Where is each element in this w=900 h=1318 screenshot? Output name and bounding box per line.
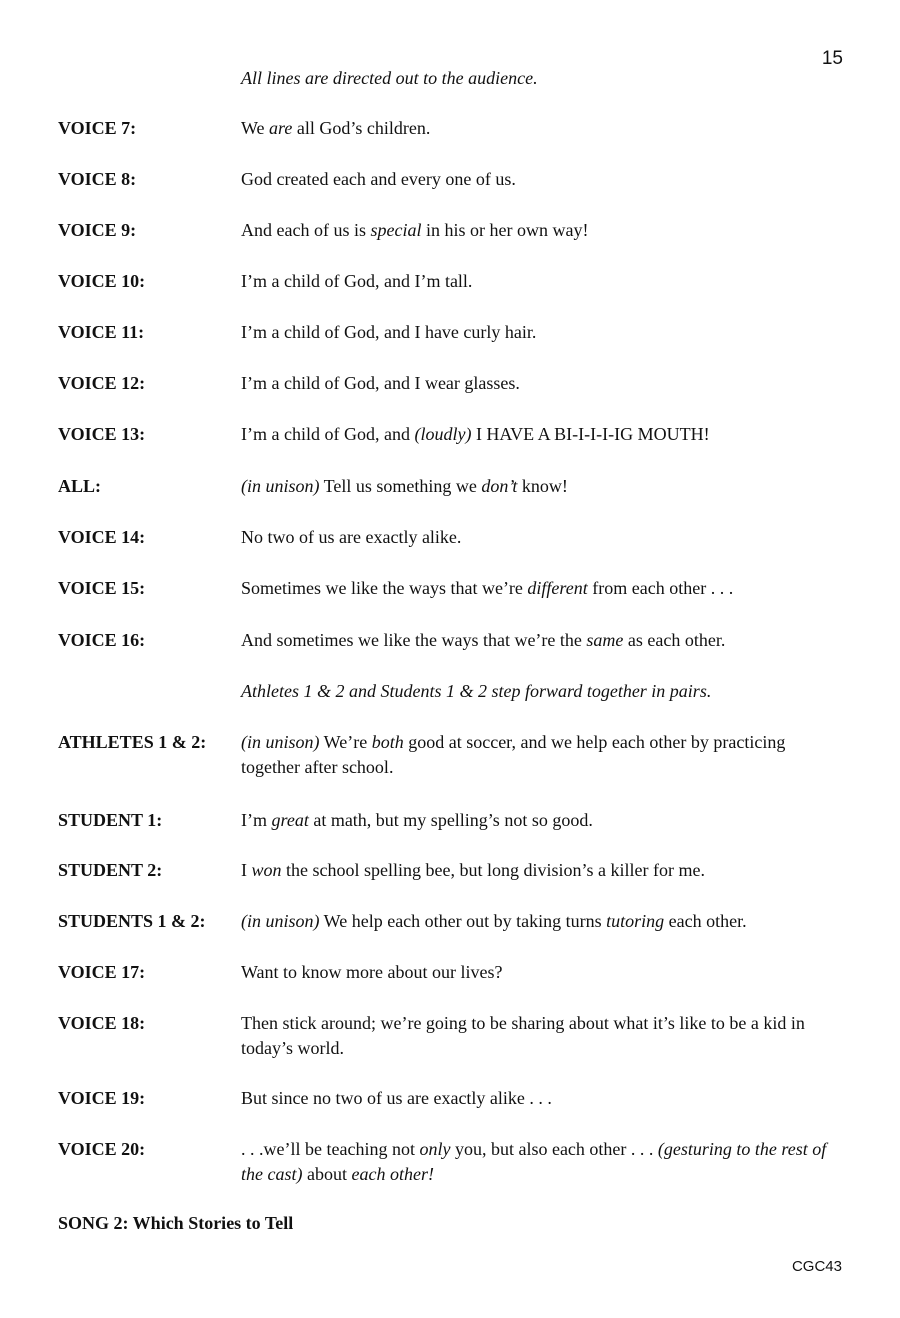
- text-run: as each other.: [623, 630, 726, 650]
- speaker-name: VOICE 12:: [58, 373, 146, 393]
- dialogue-line: [58, 730, 848, 780]
- dialogue-text: [241, 730, 848, 780]
- stage-direction: Athletes 1 & 2 and Students 1 & 2 step forward together in pairs.: [241, 681, 712, 701]
- text-run: We: [241, 118, 270, 138]
- text-run: about: [302, 1164, 352, 1184]
- dialogue-line: [58, 1011, 848, 1061]
- speaker-name: VOICE 20:: [58, 1139, 146, 1159]
- dialogue-text: [241, 628, 848, 653]
- dialogue-line: [58, 960, 848, 985]
- emphasis-text: tutoring: [606, 911, 665, 931]
- text-run: all God’s children.: [292, 118, 431, 138]
- dialogue-line: [58, 474, 848, 499]
- dialogue-line: [58, 422, 848, 447]
- dialogue-line: [58, 858, 848, 883]
- speaker-name: VOICE 17:: [58, 962, 146, 982]
- text-run: I’m a child of God, and I’m tall.: [241, 271, 473, 291]
- text-run: God created each and every one of us.: [241, 169, 516, 189]
- dialogue-line: [58, 525, 848, 550]
- text-run: We help each other out by taking turns: [319, 911, 607, 931]
- dialogue-text: [241, 269, 848, 294]
- dialogue-line: [58, 167, 848, 192]
- emphasis-text: different: [527, 578, 588, 598]
- text-run: the school spelling bee, but long division’s a killer for me.: [281, 860, 705, 880]
- text-run: Tell us something we: [319, 476, 482, 496]
- emphasis-text: (loudly): [414, 424, 472, 444]
- dialogue-line: [58, 909, 848, 934]
- text-run: And sometimes we like the ways that we’re the: [241, 630, 587, 650]
- speaker-name: VOICE 15:: [58, 578, 146, 598]
- emphasis-text: are: [269, 118, 293, 138]
- speaker-name: VOICE 19:: [58, 1088, 146, 1108]
- text-run: I’m a child of God, and I wear glasses.: [241, 373, 520, 393]
- text-run: in his or her own way!: [421, 220, 589, 240]
- dialogue-line: [58, 1086, 848, 1111]
- dialogue-text: [241, 858, 848, 883]
- emphasis-text: (gesturing to the rest of the cast): [241, 1139, 827, 1184]
- stage-direction: All lines are directed out to the audience.: [241, 68, 538, 88]
- text-run: each other.: [664, 911, 747, 931]
- dialogue-line: [58, 1137, 848, 1187]
- dialogue-line: [58, 218, 848, 243]
- dialogue-line: [58, 808, 848, 833]
- text-run: We’re: [319, 732, 372, 752]
- text-run: know!: [517, 476, 568, 496]
- dialogue-text: [241, 1137, 848, 1187]
- page-number: 15: [821, 48, 843, 69]
- dialogue-line: [58, 320, 848, 345]
- emphasis-text: (in unison): [241, 911, 320, 931]
- speaker-name: VOICE 9:: [58, 220, 137, 240]
- dialogue-text: [241, 1011, 848, 1061]
- dialogue-text: [241, 474, 848, 499]
- dialogue-text: [241, 960, 848, 985]
- text-run: I HAVE A BI-I-I-I-IG MOUTH!: [471, 424, 710, 444]
- emphasis-text: only: [419, 1139, 451, 1159]
- text-run: . . .we’ll be teaching not: [241, 1139, 420, 1159]
- emphasis-text: won: [251, 860, 282, 880]
- footer-code: CGC43: [791, 1258, 842, 1275]
- text-run: good at soccer, and we help each other by practicing together after school.: [241, 732, 786, 777]
- speaker-name: STUDENT 2:: [58, 860, 163, 880]
- dialogue-text: [241, 320, 848, 345]
- speaker-name: VOICE 13:: [58, 424, 146, 444]
- text-run: I’m a child of God, and I have curly hair.: [241, 322, 537, 342]
- dialogue-line: [58, 371, 848, 396]
- speaker-name: STUDENT 1:: [58, 810, 163, 830]
- emphasis-text: (in unison): [241, 476, 320, 496]
- dialogue-text: [241, 422, 848, 447]
- dialogue-text: [241, 116, 848, 141]
- dialogue-text: [241, 909, 848, 934]
- song-heading: SONG 2: Which Stories to Tell: [58, 1213, 294, 1233]
- text-run: Want to know more about our lives?: [241, 962, 503, 982]
- speaker-name: ATHLETES 1 & 2:: [58, 732, 207, 752]
- text-run: at math, but my spelling’s not so good.: [308, 810, 593, 830]
- emphasis-text: same: [586, 630, 624, 650]
- text-run: Then stick around; we’re going to be sharing about what it’s like to be a kid in today’s world.: [241, 1013, 805, 1058]
- text-run: No two of us are exactly alike.: [241, 527, 462, 547]
- dialogue-line: [58, 628, 848, 653]
- speaker-name: VOICE 7:: [58, 118, 137, 138]
- dialogue-line: [58, 269, 848, 294]
- dialogue-text: [241, 1086, 848, 1111]
- emphasis-text: special: [370, 220, 422, 240]
- speaker-name: VOICE 18:: [58, 1013, 146, 1033]
- emphasis-text: both: [371, 732, 404, 752]
- text-run: I: [241, 860, 252, 880]
- speaker-name: VOICE 14:: [58, 527, 146, 547]
- text-run: Sometimes we like the ways that we’re: [241, 578, 528, 598]
- speaker-name: STUDENTS 1 & 2:: [58, 911, 206, 931]
- dialogue-text: [241, 576, 848, 601]
- speaker-name: VOICE 11:: [58, 322, 145, 342]
- speaker-name: VOICE 16:: [58, 630, 146, 650]
- dialogue-text: [241, 218, 848, 243]
- speaker-name: VOICE 10:: [58, 271, 146, 291]
- speaker-name: VOICE 8:: [58, 169, 137, 189]
- emphasis-text: each other!: [351, 1164, 434, 1184]
- dialogue-line: [58, 576, 848, 601]
- speaker-name: ALL:: [58, 476, 102, 496]
- emphasis-text: don’t: [481, 476, 518, 496]
- dialogue-text: [241, 525, 848, 550]
- text-run: But since no two of us are exactly alike . . .: [241, 1088, 552, 1108]
- text-run: you, but also each other . . .: [450, 1139, 658, 1159]
- dialogue-text: [241, 808, 848, 833]
- dialogue-text: [241, 167, 848, 192]
- emphasis-text: (in unison): [241, 732, 320, 752]
- text-run: I’m: [241, 810, 272, 830]
- text-run: from each other . . .: [587, 578, 734, 598]
- dialogue-line: [58, 116, 848, 141]
- text-run: And each of us is: [241, 220, 371, 240]
- emphasis-text: great: [271, 810, 309, 830]
- dialogue-text: [241, 371, 848, 396]
- text-run: I’m a child of God, and: [241, 424, 415, 444]
